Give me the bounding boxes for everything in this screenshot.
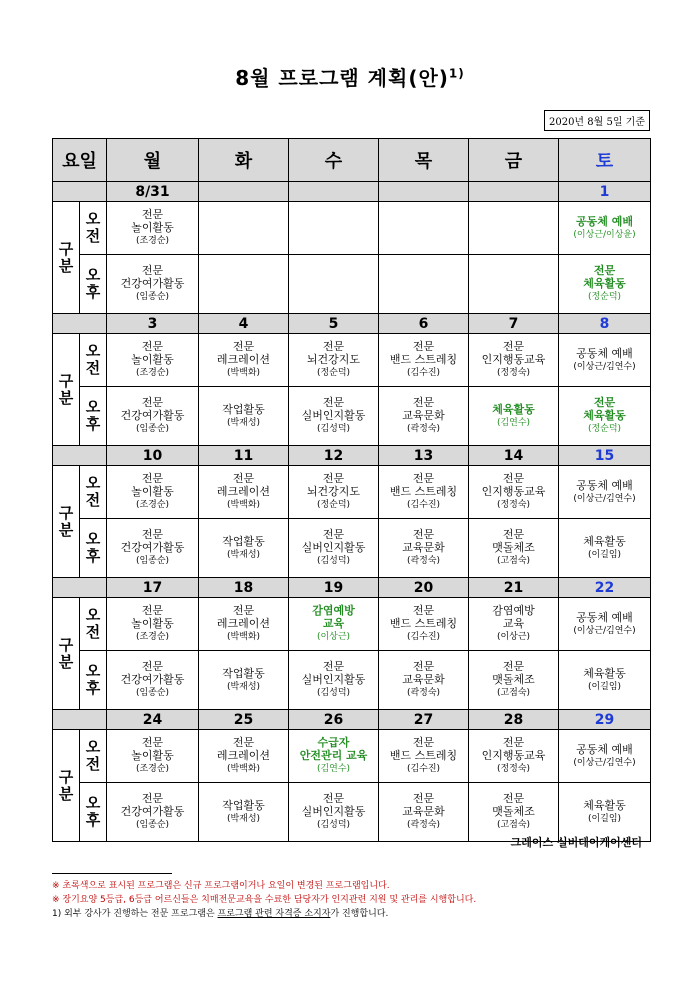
program-cell bbox=[107, 730, 199, 783]
date-row-spacer bbox=[53, 578, 80, 598]
program-title: 체육활동 bbox=[492, 402, 535, 416]
program-cell bbox=[199, 202, 289, 255]
program-cell bbox=[107, 598, 199, 651]
date-cell: 21 bbox=[469, 578, 559, 598]
program-cell bbox=[199, 387, 289, 446]
date-row bbox=[53, 314, 651, 334]
pm-label: 오 후 bbox=[80, 387, 107, 446]
pm-label: 오 후 bbox=[80, 255, 107, 314]
calendar-body bbox=[53, 182, 651, 842]
program-instructor: (조경순) bbox=[135, 632, 170, 642]
program-instructor: (박백화) bbox=[226, 368, 261, 378]
date-row-spacer bbox=[53, 314, 80, 334]
am-label: 오 전 bbox=[80, 334, 107, 387]
program-instructor: (이상근/이상윤) bbox=[573, 229, 636, 240]
header-mon: 월 bbox=[107, 139, 199, 182]
program-cell bbox=[289, 730, 379, 783]
program-cell bbox=[469, 334, 559, 387]
program-instructor: (김성덕) bbox=[316, 688, 351, 698]
program-instructor: (이길임) bbox=[587, 549, 622, 560]
notes bbox=[52, 879, 476, 921]
program-instructor: (김성덕) bbox=[316, 820, 351, 830]
date-cell: 20 bbox=[379, 578, 469, 598]
program-cell bbox=[379, 255, 469, 314]
program-cell bbox=[289, 334, 379, 387]
program-cell bbox=[469, 255, 559, 314]
program-title: 전문 레크레이션 bbox=[216, 736, 271, 762]
program-title: 전문 놀이활동 bbox=[131, 736, 174, 762]
program-instructor: (임종순) bbox=[135, 820, 170, 830]
am-label: 오 전 bbox=[80, 202, 107, 255]
program-title: 전문 놀이활동 bbox=[131, 604, 174, 630]
program-title: 전문 인지행동교육 bbox=[481, 472, 546, 498]
program-cell bbox=[379, 202, 469, 255]
program-title: 전문 체육활동 bbox=[583, 264, 626, 290]
date-row-spacer bbox=[80, 578, 107, 598]
date-cell: 8/31 bbox=[107, 182, 199, 202]
program-instructor: (조경순) bbox=[135, 500, 170, 510]
header-row bbox=[53, 139, 651, 182]
date-cell: 13 bbox=[379, 446, 469, 466]
center-name: 그레이스 실버데이케어센터 bbox=[510, 836, 642, 849]
am-row bbox=[53, 334, 651, 387]
program-title: 작업활동 bbox=[222, 402, 265, 416]
program-instructor: (임종순) bbox=[135, 292, 170, 302]
program-instructor: (김연수) bbox=[496, 417, 531, 428]
program-cell bbox=[559, 598, 651, 651]
program-title: 전문 밴드 스트레칭 bbox=[389, 736, 458, 762]
pm-label: 오 후 bbox=[80, 651, 107, 710]
program-cell bbox=[107, 519, 199, 578]
program-title: 작업활동 bbox=[222, 666, 265, 680]
program-instructor: (김성덕) bbox=[316, 556, 351, 566]
program-title: 전문 밴드 스트레칭 bbox=[389, 340, 458, 366]
program-cell bbox=[469, 466, 559, 519]
date-cell: 1 bbox=[559, 182, 651, 202]
program-title: 전문 밴드 스트레칭 bbox=[389, 604, 458, 630]
program-cell bbox=[469, 783, 559, 842]
program-cell bbox=[199, 466, 289, 519]
date-cell: 22 bbox=[559, 578, 651, 598]
header-thu: 목 bbox=[379, 139, 469, 182]
program-cell bbox=[559, 387, 651, 446]
program-instructor: (곽정숙) bbox=[406, 556, 441, 566]
program-cell bbox=[469, 730, 559, 783]
program-cell bbox=[379, 598, 469, 651]
basis-date: 2020년 8월 5일 기준 bbox=[544, 110, 650, 131]
program-cell bbox=[289, 783, 379, 842]
program-title: 전문 교육문화 bbox=[402, 528, 445, 554]
am-label: 오 전 bbox=[80, 730, 107, 783]
program-title: 전문 레크레이션 bbox=[216, 472, 271, 498]
date-cell: 17 bbox=[107, 578, 199, 598]
program-title: 공동체 예배 bbox=[576, 478, 633, 492]
program-cell bbox=[107, 334, 199, 387]
program-cell bbox=[469, 651, 559, 710]
date-row-spacer bbox=[80, 710, 107, 730]
program-instructor: (임종순) bbox=[135, 556, 170, 566]
program-cell bbox=[107, 651, 199, 710]
program-title: 전문 건강여가활동 bbox=[120, 528, 185, 554]
header-tue: 화 bbox=[199, 139, 289, 182]
program-title: 전문 실버인지활동 bbox=[301, 660, 366, 686]
header-wed: 수 bbox=[289, 139, 379, 182]
program-title: 전문 교육문화 bbox=[402, 396, 445, 422]
program-cell bbox=[289, 255, 379, 314]
am-row bbox=[53, 730, 651, 783]
program-title: 체육활동 bbox=[583, 798, 626, 812]
gubun-label: 구 분 bbox=[53, 730, 80, 842]
program-title: 전문 밴드 스트레칭 bbox=[389, 472, 458, 498]
date-cell: 25 bbox=[199, 710, 289, 730]
program-instructor: (이상근/김연수) bbox=[573, 757, 636, 768]
program-instructor: (김성덕) bbox=[316, 424, 351, 434]
program-instructor: (박백화) bbox=[226, 500, 261, 510]
date-cell: 12 bbox=[289, 446, 379, 466]
program-title: 전문 건강여가활동 bbox=[120, 264, 185, 290]
program-title: 전문 체육활동 bbox=[583, 396, 626, 422]
program-instructor: (곽정숙) bbox=[406, 424, 441, 434]
date-cell: 5 bbox=[289, 314, 379, 334]
program-cell bbox=[469, 387, 559, 446]
program-title: 체육활동 bbox=[583, 534, 626, 548]
pm-row bbox=[53, 783, 651, 842]
pm-label: 오 후 bbox=[80, 519, 107, 578]
program-instructor: (곽정숙) bbox=[406, 820, 441, 830]
program-title: 작업활동 bbox=[222, 798, 265, 812]
program-cell bbox=[559, 519, 651, 578]
program-title: 전문 레크레이션 bbox=[216, 340, 271, 366]
program-cell bbox=[107, 255, 199, 314]
program-cell bbox=[469, 598, 559, 651]
program-instructor: (정순덕) bbox=[587, 292, 622, 302]
program-cell bbox=[107, 466, 199, 519]
program-cell bbox=[469, 202, 559, 255]
program-instructor: (박백화) bbox=[226, 764, 261, 774]
am-label: 오 전 bbox=[80, 598, 107, 651]
program-instructor: (정정숙) bbox=[496, 368, 531, 378]
program-title: 공동체 예배 bbox=[576, 610, 633, 624]
program-cell bbox=[199, 334, 289, 387]
program-title: 공동체 예배 bbox=[576, 346, 633, 360]
program-title: 공동체 예배 bbox=[576, 214, 633, 228]
note-external-instructors: 1) 외부 강사가 진행하는 전문 프로그램은 프로그램 관련 자격증 소지자가 진행합니다. bbox=[52, 909, 389, 919]
program-instructor: (임종순) bbox=[135, 424, 170, 434]
program-title: 전문 레크레이션 bbox=[216, 604, 271, 630]
header-sat: 토 bbox=[559, 139, 651, 182]
program-title: 전문 실버인지활동 bbox=[301, 792, 366, 818]
program-instructor: (이길임) bbox=[587, 813, 622, 824]
program-title: 전문 건강여가활동 bbox=[120, 792, 185, 818]
program-instructor: (박백화) bbox=[226, 632, 261, 642]
date-cell: 7 bbox=[469, 314, 559, 334]
note-dementia-care: ※ 장기요양 5등급, 6등급 어르신들은 치매전문교육을 수료한 담당자가 인지관련 지원 및 관리를 시행합니다. bbox=[52, 895, 477, 905]
program-instructor: (김수진) bbox=[406, 764, 441, 774]
program-cell bbox=[559, 783, 651, 842]
program-title: 전문 인지행동교육 bbox=[481, 340, 546, 366]
program-cell bbox=[379, 334, 469, 387]
program-title: 전문 인지행동교육 bbox=[481, 736, 546, 762]
date-row-spacer bbox=[80, 446, 107, 466]
program-cell bbox=[559, 334, 651, 387]
date-cell: 26 bbox=[289, 710, 379, 730]
program-instructor: (박재성) bbox=[226, 549, 261, 560]
program-cell bbox=[199, 783, 289, 842]
program-instructor: (이상근/김연수) bbox=[573, 625, 636, 636]
program-cell bbox=[107, 202, 199, 255]
program-title: 전문 놀이활동 bbox=[131, 340, 174, 366]
program-instructor: (곽정숙) bbox=[406, 688, 441, 698]
program-title: 전문 실버인지활동 bbox=[301, 528, 366, 554]
date-cell: 18 bbox=[199, 578, 289, 598]
date-cell: 15 bbox=[559, 446, 651, 466]
am-row bbox=[53, 466, 651, 519]
program-cell bbox=[379, 783, 469, 842]
program-cell bbox=[199, 730, 289, 783]
program-instructor: (이상근/김연수) bbox=[573, 361, 636, 372]
program-cell bbox=[379, 387, 469, 446]
program-instructor: (이길임) bbox=[587, 681, 622, 692]
program-cell bbox=[289, 519, 379, 578]
program-instructor: (고점숙) bbox=[496, 556, 531, 566]
am-row bbox=[53, 598, 651, 651]
program-instructor: (이상근) bbox=[496, 632, 531, 642]
date-row-spacer bbox=[53, 446, 80, 466]
program-cell bbox=[559, 202, 651, 255]
gubun-label: 구 분 bbox=[53, 598, 80, 710]
pm-row bbox=[53, 519, 651, 578]
program-instructor: (박재성) bbox=[226, 681, 261, 692]
program-cell bbox=[289, 651, 379, 710]
program-cell bbox=[379, 651, 469, 710]
program-cell bbox=[559, 466, 651, 519]
program-calendar bbox=[52, 138, 651, 842]
program-title: 공동체 예배 bbox=[576, 742, 633, 756]
program-cell bbox=[379, 730, 469, 783]
date-cell: 28 bbox=[469, 710, 559, 730]
program-instructor: (박재성) bbox=[226, 813, 261, 824]
date-cell bbox=[289, 182, 379, 202]
date-row-spacer bbox=[53, 182, 80, 202]
date-row-spacer bbox=[80, 314, 107, 334]
date-cell: 19 bbox=[289, 578, 379, 598]
date-cell: 14 bbox=[469, 446, 559, 466]
date-cell: 10 bbox=[107, 446, 199, 466]
title-footnote-mark: 1) bbox=[448, 66, 465, 81]
program-cell bbox=[289, 387, 379, 446]
gubun-label: 구 분 bbox=[53, 202, 80, 314]
am-label: 오 전 bbox=[80, 466, 107, 519]
program-title: 전문 뇌건강지도 bbox=[306, 340, 361, 366]
pm-label: 오 후 bbox=[80, 783, 107, 842]
program-title: 작업활동 bbox=[222, 534, 265, 548]
program-title: 전문 건강여가활동 bbox=[120, 396, 185, 422]
program-instructor: (이상근/김연수) bbox=[573, 493, 636, 504]
program-title: 전문 놀이활동 bbox=[131, 208, 174, 234]
date-cell: 3 bbox=[107, 314, 199, 334]
program-title: 전문 놀이활동 bbox=[131, 472, 174, 498]
program-title: 전문 뇌건강지도 bbox=[306, 472, 361, 498]
date-cell: 6 bbox=[379, 314, 469, 334]
date-row bbox=[53, 710, 651, 730]
date-row bbox=[53, 578, 651, 598]
date-cell: 8 bbox=[559, 314, 651, 334]
program-title: 전문 건강여가활동 bbox=[120, 660, 185, 686]
pm-row bbox=[53, 255, 651, 314]
program-cell bbox=[559, 255, 651, 314]
header-fri: 금 bbox=[469, 139, 559, 182]
program-instructor: (김수진) bbox=[406, 632, 441, 642]
program-cell bbox=[559, 651, 651, 710]
day-label-header: 요일 bbox=[53, 139, 107, 182]
note-green-programs: ※ 초록색으로 표시된 프로그램은 신규 프로그램이거나 요일이 변경된 프로그램입니다. bbox=[52, 881, 390, 891]
gubun-label: 구 분 bbox=[53, 466, 80, 578]
program-instructor: (조경순) bbox=[135, 764, 170, 774]
program-cell bbox=[469, 519, 559, 578]
date-row bbox=[53, 446, 651, 466]
program-instructor: (정순덕) bbox=[316, 500, 351, 510]
program-cell bbox=[199, 651, 289, 710]
program-title: 전문 맷돌체조 bbox=[492, 792, 535, 818]
program-instructor: (김수진) bbox=[406, 500, 441, 510]
program-instructor: (임종순) bbox=[135, 688, 170, 698]
am-row bbox=[53, 202, 651, 255]
pm-row bbox=[53, 387, 651, 446]
program-cell bbox=[559, 730, 651, 783]
program-instructor: (정순덕) bbox=[587, 424, 622, 434]
program-title: 체육활동 bbox=[583, 666, 626, 680]
date-row bbox=[53, 182, 651, 202]
program-instructor: (김수진) bbox=[406, 368, 441, 378]
note-qualification-underline: 프로그램 관련 자격증 소지자 bbox=[217, 909, 331, 919]
pm-row bbox=[53, 651, 651, 710]
program-title: 전문 실버인지활동 bbox=[301, 396, 366, 422]
program-title: 감염예방 교육 bbox=[312, 604, 355, 630]
date-cell: 11 bbox=[199, 446, 289, 466]
footnote-divider bbox=[52, 873, 172, 874]
program-cell bbox=[107, 387, 199, 446]
program-instructor: (조경순) bbox=[135, 236, 170, 246]
program-instructor: (고점숙) bbox=[496, 820, 531, 830]
program-title: 전문 교육문화 bbox=[402, 660, 445, 686]
program-cell bbox=[107, 783, 199, 842]
program-title: 전문 교육문화 bbox=[402, 792, 445, 818]
program-instructor: (고점숙) bbox=[496, 688, 531, 698]
program-title: 전문 맷돌체조 bbox=[492, 528, 535, 554]
program-instructor: (이상근) bbox=[316, 632, 351, 642]
program-instructor: (정순덕) bbox=[316, 368, 351, 378]
program-cell bbox=[199, 519, 289, 578]
program-cell bbox=[289, 202, 379, 255]
program-cell bbox=[289, 466, 379, 519]
program-cell bbox=[199, 598, 289, 651]
program-instructor: (김연수) bbox=[316, 764, 351, 774]
date-cell: 29 bbox=[559, 710, 651, 730]
program-cell bbox=[199, 255, 289, 314]
program-title: 전문 맷돌체조 bbox=[492, 660, 535, 686]
date-row-spacer bbox=[80, 182, 107, 202]
date-cell: 4 bbox=[199, 314, 289, 334]
date-cell: 27 bbox=[379, 710, 469, 730]
program-cell bbox=[289, 598, 379, 651]
program-title: 감염예방 교육 bbox=[492, 604, 535, 630]
date-row-spacer bbox=[53, 710, 80, 730]
program-cell bbox=[379, 519, 469, 578]
date-cell bbox=[469, 182, 559, 202]
program-instructor: (정정숙) bbox=[496, 500, 531, 510]
program-instructor: (정정숙) bbox=[496, 764, 531, 774]
program-instructor: (박재성) bbox=[226, 417, 261, 428]
page-title: 8월 프로그램 계획(안)$^{1)}$ bbox=[235, 66, 465, 90]
program-cell bbox=[379, 466, 469, 519]
gubun-label: 구 분 bbox=[53, 334, 80, 446]
program-instructor: (조경순) bbox=[135, 368, 170, 378]
date-cell bbox=[379, 182, 469, 202]
program-title: 수급자 안전관리 교육 bbox=[299, 736, 368, 762]
date-cell bbox=[199, 182, 289, 202]
date-cell: 24 bbox=[107, 710, 199, 730]
